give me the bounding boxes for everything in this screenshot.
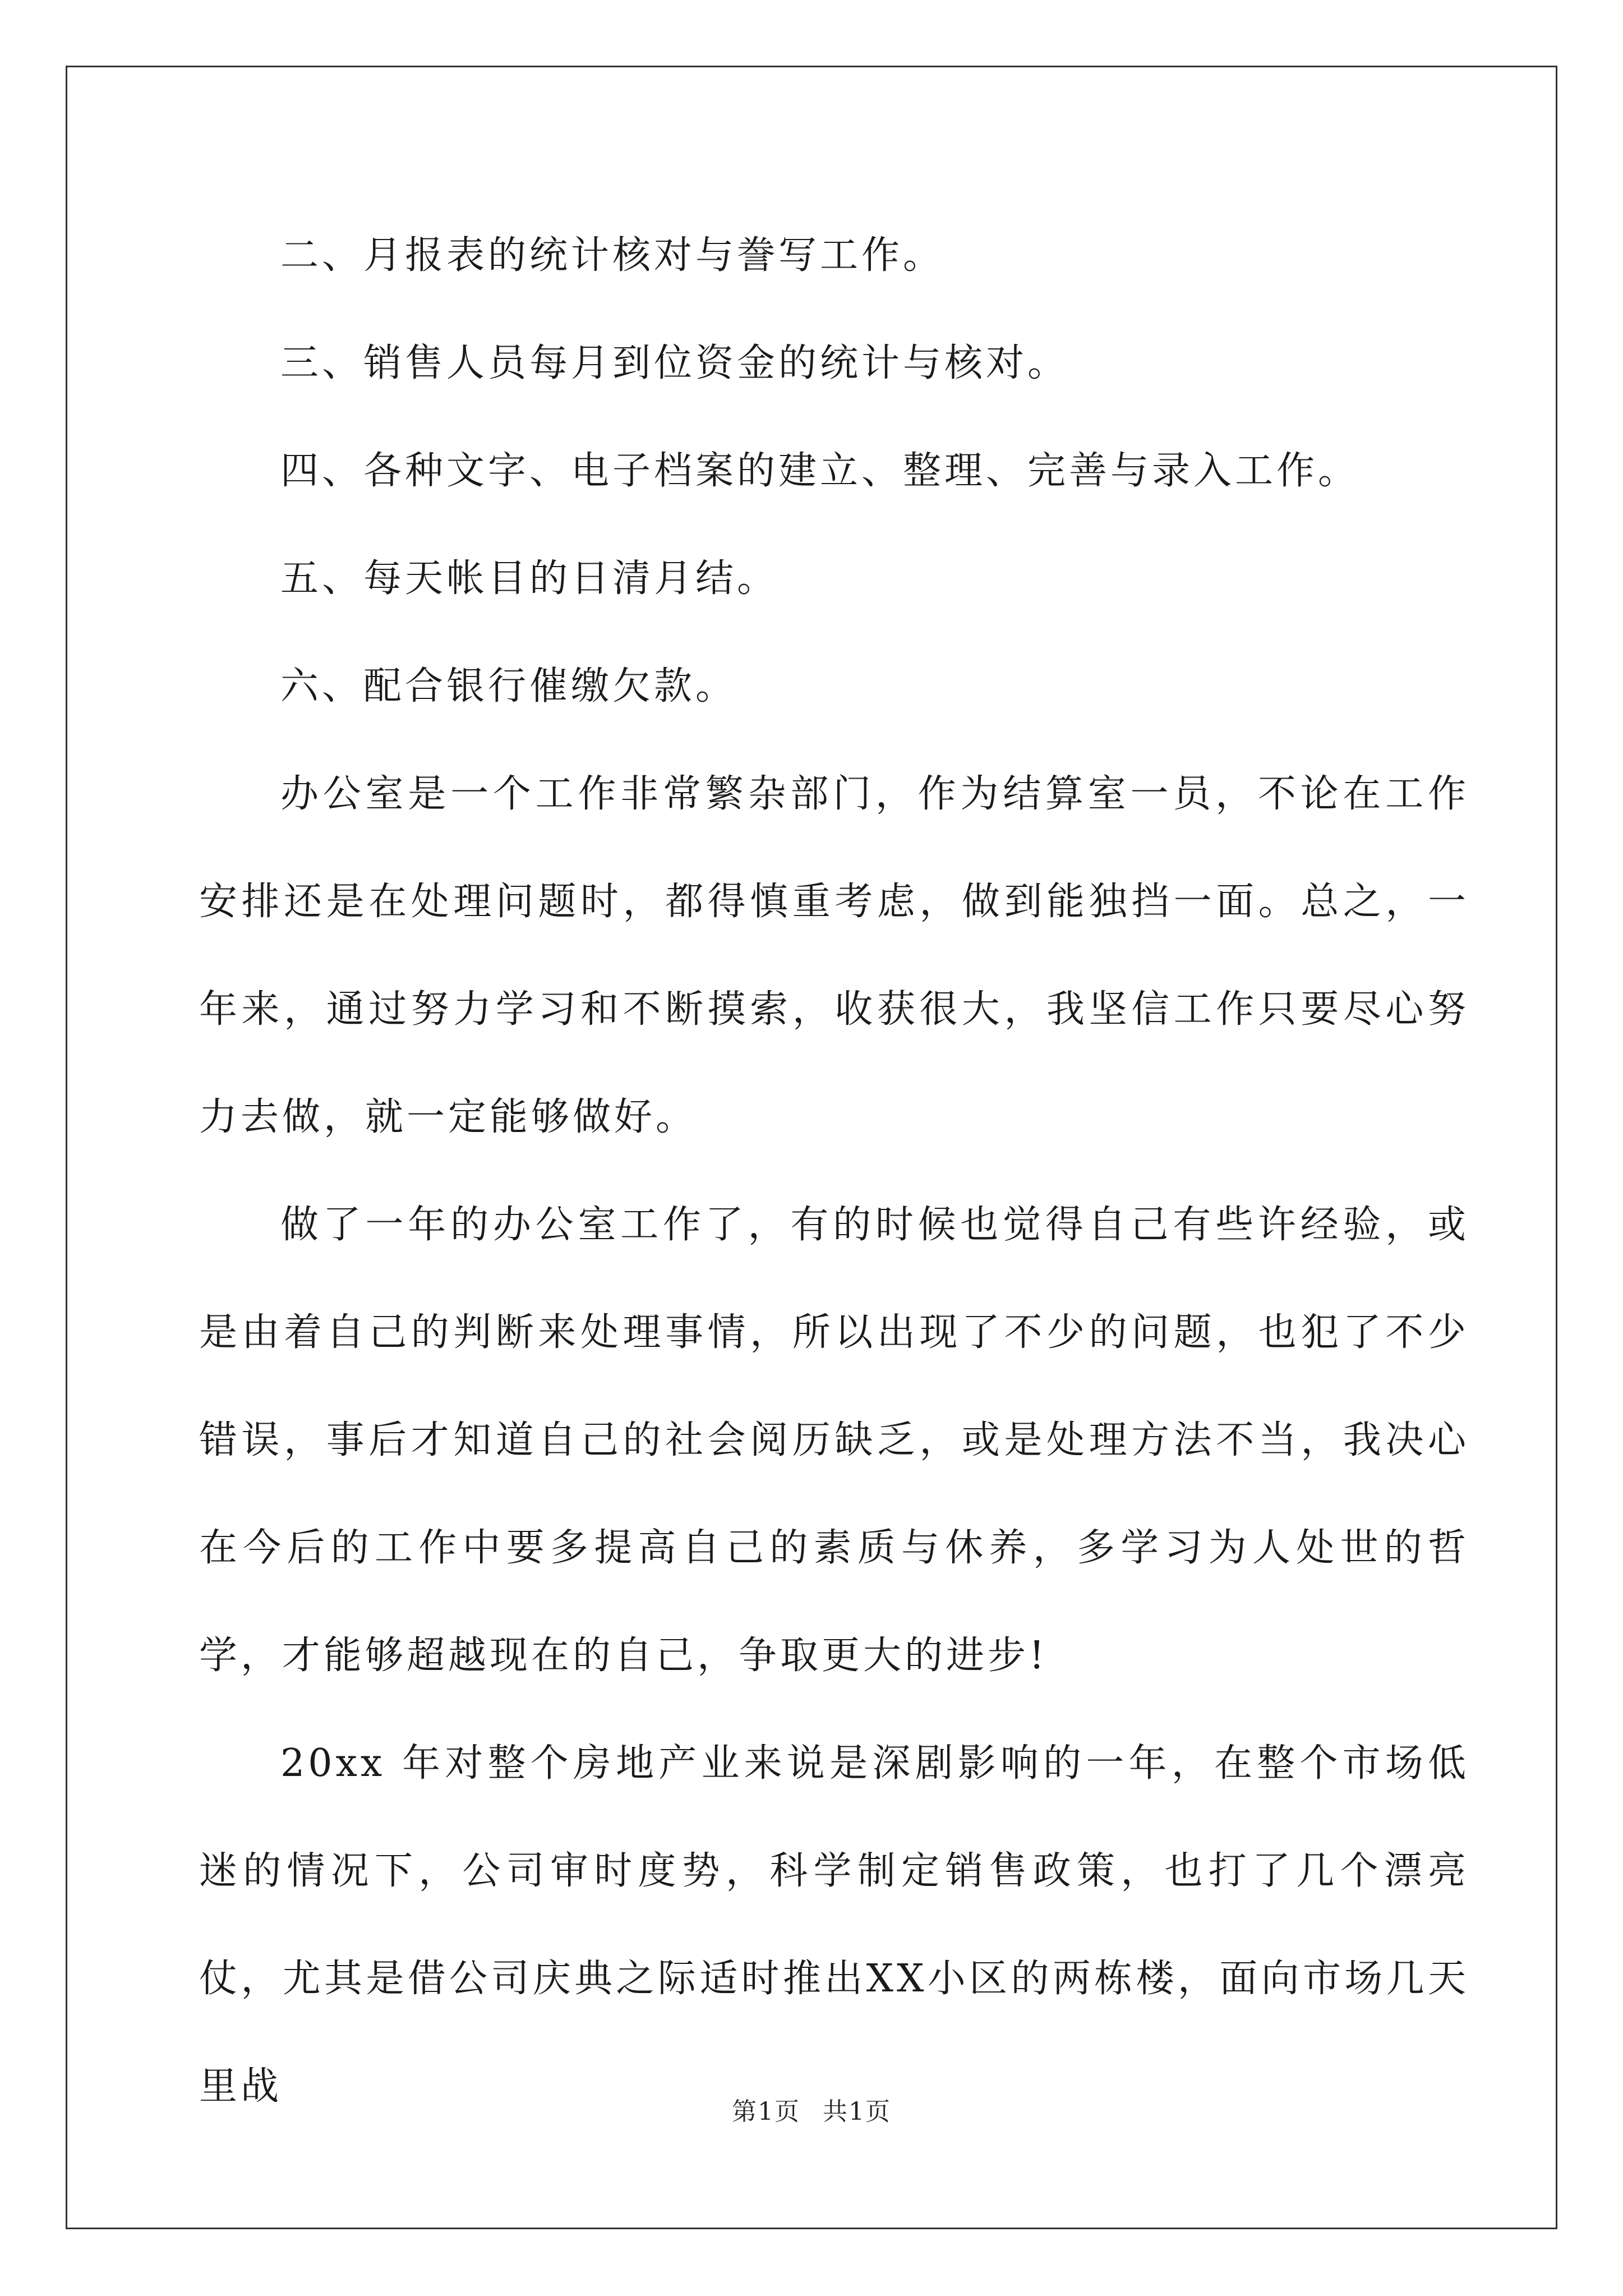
- body-paragraph: 办公室是一个工作非常繁杂部门，作为结算室一员，不论在工作安排还是在处理问题时，都得慎重考虑，做到能独挡一面。总之，一年来，通过努力学习和不断摸索，收获很大，我坚信工作只要尽心努力去做，就一定能够做好。: [199, 772, 1469, 1139]
- list-item: 二、月报表的统计核对与誊写工作。: [280, 233, 945, 278]
- page-number-label: 第1页: [732, 2097, 800, 2126]
- body-paragraph: 20xx 年对整个房地产业来说是深剧影响的一年，在整个市场低迷的情况下，公司审时度势，科学制定销售政策，也打了几个漂亮仗，尤其是借公司庆典之际适时推出XX小区的两栋楼，面向市场几天里战: [199, 1741, 1469, 2109]
- list-item: 六、配合银行催缴欠款。: [280, 664, 737, 708]
- page-footer: [0, 2091, 1623, 2127]
- body-paragraph: 做了一年的办公室工作了，有的时候也觉得自己有些许经验，或是由着自己的判断来处理事情，所以出现了不少的问题，也犯了不少错误，事后才知道自己的社会阅历缺乏，或是处理方法不当，我决心在今后的工作中要多提高自己的素质与休养，多学习为人处世的哲学，才能够超越现在的自己，争取更大的进步!: [199, 1203, 1469, 1678]
- document-body: [199, 202, 1469, 2141]
- list-item: 三、销售人员每月到位资金的统计与核对。: [280, 341, 1069, 385]
- list-item: 四、各种文字、电子档案的建立、整理、完善与录入工作。: [280, 449, 1360, 493]
- total-pages-label: 共1页: [823, 2097, 891, 2126]
- list-item: 五、每天帐目的日清月结。: [280, 556, 779, 601]
